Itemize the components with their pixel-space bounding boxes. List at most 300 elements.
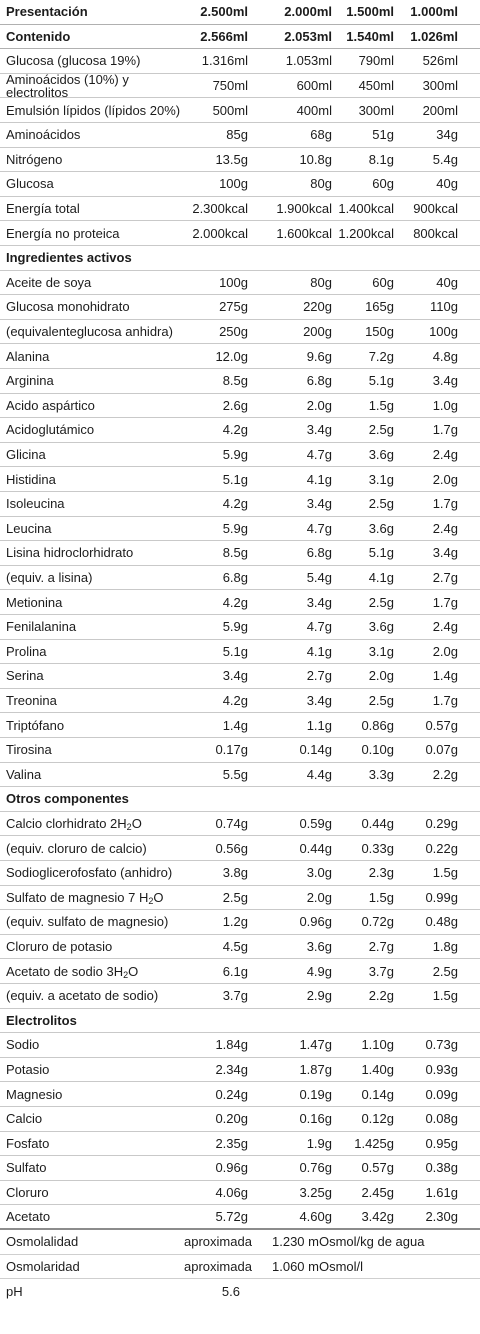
value-2: 0.96g: [299, 914, 332, 930]
section-title: Electrolitos: [6, 1012, 77, 1028]
ph-value: 5.6: [221, 1283, 240, 1299]
value-3: 1.425g: [354, 1135, 394, 1151]
ingredient-row: [0, 369, 480, 394]
value-4: 1.7g: [432, 496, 458, 512]
value-1: 5.9g: [222, 520, 248, 536]
value-1: 8.5g: [222, 545, 248, 561]
value-4: 2.2g: [432, 766, 458, 782]
value-4: 1.026ml: [410, 28, 458, 44]
value-3: 3.7g: [368, 963, 394, 979]
value-3: 60g: [372, 274, 394, 290]
value-2: 2.0g: [306, 397, 332, 413]
value-2: 4.1g: [306, 643, 332, 659]
value-1: 5.1g: [222, 471, 248, 487]
value-1: 0.20g: [215, 1111, 248, 1127]
row-label: Acido aspártico: [6, 397, 95, 413]
value-1: 0.56g: [215, 840, 248, 856]
value-4: 40g: [436, 176, 458, 192]
ingredient-row: [0, 664, 480, 689]
value-1: 1.316ml: [201, 53, 248, 69]
value-2: 6.8g: [306, 373, 332, 389]
value-4: 1.7g: [432, 422, 458, 438]
value-1: 0.24g: [215, 1086, 248, 1102]
section-title: Ingredientes activos: [6, 250, 132, 266]
header-row: [0, 25, 480, 50]
row-label: Sodio: [6, 1037, 40, 1053]
value-3: 0.12g: [361, 1111, 394, 1127]
value-1: 3.4g: [222, 668, 248, 684]
value-4: 2.4g: [432, 619, 458, 635]
value-4: 1.000ml: [410, 4, 458, 20]
value-2: 2.0g: [306, 889, 332, 905]
value-3: 165g: [365, 299, 394, 315]
row-label: Prolina: [6, 643, 47, 659]
value-2: 0.19g: [299, 1086, 332, 1102]
value-1: 85g: [226, 127, 248, 143]
value-4: 2.0g: [432, 643, 458, 659]
electrolyte-row: [0, 1205, 480, 1230]
value-4: 34g: [436, 127, 458, 143]
value-2: 1.9g: [306, 1135, 332, 1151]
value-2: 3.4g: [306, 422, 332, 438]
other-component-row: [0, 935, 480, 960]
value-4: 0.22g: [425, 840, 458, 856]
value-2: 2.000ml: [284, 4, 332, 20]
row-label: Acidoglutámico: [6, 422, 95, 438]
value-1: 2.300kcal: [192, 201, 248, 217]
value-3: 0.33g: [361, 840, 394, 856]
value-2: 3.6g: [306, 939, 332, 955]
value-3: 2.7g: [368, 939, 394, 955]
ingredient-row: [0, 492, 480, 517]
label-tail: O: [153, 889, 164, 905]
value-2: 1.600kcal: [276, 225, 332, 241]
value-1: 1.84g: [215, 1037, 248, 1053]
row-label: Aminoácidos (10%) y electrolitos: [6, 71, 129, 100]
value-1: 4.2g: [222, 422, 248, 438]
value-4: 0.07g: [425, 742, 458, 758]
value-2: 3.4g: [306, 594, 332, 610]
row-label: Isoleucina: [6, 496, 65, 512]
value-4: 800kcal: [413, 225, 458, 241]
row-label: Tirosina: [6, 742, 52, 758]
value-1: 5.9g: [222, 447, 248, 463]
row-label: Cloruro de potasio: [6, 939, 113, 955]
other-component-row: [0, 959, 480, 984]
other-component-row: [0, 861, 480, 886]
value-3: 2.3g: [368, 865, 394, 881]
value-3: 1.540ml: [346, 28, 394, 44]
value-1: 275g: [219, 299, 248, 315]
value-4: 110g: [430, 299, 458, 315]
value-3: 1.40g: [361, 1062, 394, 1078]
value-2: 400ml: [296, 102, 332, 118]
other-component-row: [0, 984, 480, 1009]
label-text: Acetato de sodio 3H: [6, 963, 124, 979]
row-label: Potasio: [6, 1062, 50, 1078]
value-1: 5.9g: [222, 619, 248, 635]
value-4: 0.57g: [425, 717, 458, 733]
label-text: Sulfato de magnesio 7 H: [6, 889, 149, 905]
value-3: 2.5g: [368, 594, 394, 610]
row-label: Triptófano: [6, 717, 65, 733]
value-4: 1.7g: [432, 693, 458, 709]
row-label: (equiv. sulfato de magnesio): [6, 914, 169, 930]
label-subscript: 2: [148, 895, 154, 906]
value-1: 2.500ml: [200, 4, 248, 20]
value-1: 2.5g: [222, 889, 248, 905]
value-3: 150g: [365, 324, 394, 340]
value-2: 600ml: [296, 78, 332, 94]
ingredient-row: [0, 320, 480, 345]
ingredient-row: [0, 640, 480, 665]
ingredient-row: [0, 590, 480, 615]
value-4: 4.8g: [432, 348, 458, 364]
value-3: 1.5g: [368, 397, 394, 413]
row-label: Contenido: [6, 28, 71, 44]
value-2: 80g: [310, 274, 332, 290]
ingredient-row: [0, 615, 480, 640]
value-3: 2.5g: [368, 422, 394, 438]
value-3: 790ml: [358, 53, 394, 69]
value-3: 3.6g: [368, 619, 394, 635]
property-qualifier: aproximada: [184, 1234, 252, 1250]
property-value: 1.060 mOsmol/l: [272, 1258, 364, 1274]
value-4: 1.4g: [432, 668, 458, 684]
value-4: 0.48g: [425, 914, 458, 930]
ingredient-row: [0, 295, 480, 320]
value-4: 0.09g: [425, 1086, 458, 1102]
ingredient-row: [0, 763, 480, 788]
label-text: Calcio clorhidrato 2H: [6, 816, 127, 832]
composition-row: [0, 172, 480, 197]
value-4: 3.4g: [432, 545, 458, 561]
header-row: [0, 0, 480, 25]
value-2: 4.7g: [306, 619, 332, 635]
value-2: 1.47g: [299, 1037, 332, 1053]
row-label: (equiv. a lisina): [6, 570, 93, 586]
row-label: Calcio: [6, 1111, 43, 1127]
value-1: 4.2g: [222, 693, 248, 709]
ingredient-row: [0, 541, 480, 566]
value-4: 100g: [429, 324, 458, 340]
row-label: (equiv. a acetato de sodio): [6, 988, 159, 1004]
other-component-row: [0, 886, 480, 911]
electrolyte-row: [0, 1181, 480, 1206]
value-4: 2.4g: [432, 520, 458, 536]
row-label: Cloruro: [6, 1185, 49, 1201]
value-1: 5.1g: [222, 643, 248, 659]
row-label: Fosfato: [6, 1135, 50, 1151]
row-label: Fenilalanina: [6, 619, 77, 635]
label-subscript: 2: [123, 969, 129, 980]
value-4: 2.0g: [432, 471, 458, 487]
row-label: Glucosa: [6, 176, 54, 192]
value-4: 300ml: [422, 78, 458, 94]
value-1: 4.2g: [222, 594, 248, 610]
value-1: 5.72g: [215, 1209, 248, 1225]
section-title: Otros componentes: [6, 791, 129, 807]
value-2: 2.9g: [306, 988, 332, 1004]
value-2: 9.6g: [306, 348, 332, 364]
row-label: Histidina: [6, 471, 56, 487]
other-component-row: [0, 836, 480, 861]
property-qualifier: aproximada: [184, 1258, 252, 1274]
label-group: [6, 964, 138, 979]
row-label: Treonina: [6, 693, 57, 709]
value-2: 1.1g: [306, 717, 332, 733]
value-4: 2.5g: [432, 963, 458, 979]
row-label: Sodioglicerofosfato (anhidro): [6, 865, 173, 881]
row-label: Arginina: [6, 373, 54, 389]
composition-row: [0, 49, 480, 74]
ingredient-row: [0, 344, 480, 369]
value-1: 1.2g: [222, 914, 248, 930]
ingredient-row: [0, 713, 480, 738]
label-tail: O: [131, 816, 142, 832]
row-label: Metionina: [6, 594, 63, 610]
property-value: 1.230 mOsmol/kg de agua: [272, 1234, 425, 1250]
value-3: 60g: [372, 176, 394, 192]
value-1: 750ml: [212, 78, 248, 94]
value-1: 0.17g: [215, 742, 248, 758]
value-1: 13.5g: [215, 151, 248, 167]
row-label: Valina: [6, 766, 42, 782]
value-2: 3.4g: [306, 693, 332, 709]
value-2: 4.4g: [306, 766, 332, 782]
value-2: 1.053ml: [285, 53, 332, 69]
value-4: 1.8g: [432, 939, 458, 955]
label-subscript: 2: [126, 822, 132, 833]
row-label: Aceite de soya: [6, 274, 92, 290]
value-2: 3.25g: [299, 1185, 332, 1201]
row-label: Leucina: [6, 520, 52, 536]
value-3: 0.10g: [361, 742, 394, 758]
property-label: Osmolalidad: [6, 1234, 79, 1250]
composition-row: [0, 148, 480, 173]
value-3: 4.1g: [368, 570, 394, 586]
value-1: 500ml: [212, 102, 248, 118]
value-2: 220g: [303, 299, 332, 315]
value-1: 8.5g: [222, 373, 248, 389]
composition-row: [0, 98, 480, 123]
electrolyte-row: [0, 1082, 480, 1107]
value-4: 1.5g: [432, 865, 458, 881]
row-label: [6, 886, 164, 910]
value-2: 0.59g: [299, 816, 332, 832]
value-4: 0.38g: [425, 1160, 458, 1176]
row-label: Alanina: [6, 348, 50, 364]
value-4: 2.30g: [425, 1209, 458, 1225]
value-1: 6.1g: [222, 963, 248, 979]
row-label: [6, 812, 142, 836]
value-4: 5.4g: [432, 151, 458, 167]
value-3: 0.72g: [361, 914, 394, 930]
value-1: 0.96g: [215, 1160, 248, 1176]
value-3: 2.5g: [368, 496, 394, 512]
property-row: [0, 1230, 480, 1255]
value-1: 4.06g: [215, 1185, 248, 1201]
value-3: 300ml: [358, 102, 394, 118]
label-group: [6, 890, 164, 905]
value-1: 250g: [219, 324, 248, 340]
composition-row: [0, 197, 480, 222]
value-3: 7.2g: [368, 348, 394, 364]
composition-row: [0, 221, 480, 246]
value-4: 526ml: [422, 53, 458, 69]
value-3: 450ml: [358, 78, 394, 94]
value-2: 68g: [310, 127, 332, 143]
row-label: Emulsión lípidos (lípidos 20%): [6, 102, 181, 118]
ingredient-row: [0, 689, 480, 714]
value-4: 1.0g: [432, 397, 458, 413]
value-4: 0.95g: [425, 1135, 458, 1151]
row-label: Glucosa (glucosa 19%): [6, 53, 141, 69]
row-label: Nitrógeno: [6, 151, 63, 167]
section-ingredientes: [0, 246, 480, 271]
value-1: 100g: [219, 274, 248, 290]
value-3: 3.6g: [368, 447, 394, 463]
row-label: Serina: [6, 668, 44, 684]
value-3: 2.2g: [368, 988, 394, 1004]
value-4: 900kcal: [413, 201, 458, 217]
value-2: 0.16g: [299, 1111, 332, 1127]
value-4: 200ml: [422, 102, 458, 118]
value-1: 12.0g: [215, 348, 248, 364]
composition-row: [0, 71, 480, 100]
value-2: 0.14g: [299, 742, 332, 758]
value-4: 0.99g: [425, 889, 458, 905]
value-1: 2.566ml: [200, 28, 248, 44]
value-1: 5.5g: [222, 766, 248, 782]
value-4: 0.08g: [425, 1111, 458, 1127]
value-3: 2.45g: [361, 1185, 394, 1201]
value-2: 3.4g: [306, 496, 332, 512]
ingredient-row: [0, 738, 480, 763]
value-1: 2.34g: [215, 1062, 248, 1078]
value-1: 100g: [219, 176, 248, 192]
section-otros: [0, 787, 480, 812]
value-4: 1.61g: [425, 1185, 458, 1201]
value-2: 5.4g: [306, 570, 332, 586]
value-2: 1.87g: [299, 1062, 332, 1078]
row-label: Sulfato: [6, 1160, 47, 1176]
property-label: Osmolaridad: [6, 1258, 80, 1274]
value-3: 1.400kcal: [338, 201, 394, 217]
ingredient-row: [0, 394, 480, 419]
row-label: Glicina: [6, 447, 46, 463]
value-1: 1.4g: [222, 717, 248, 733]
row-label: Glucosa monohidrato: [6, 299, 130, 315]
value-1: 2.6g: [222, 397, 248, 413]
row-label: Acetato: [6, 1209, 51, 1225]
ph-row: [0, 1279, 480, 1304]
other-component-row: [0, 910, 480, 935]
value-3: 3.3g: [368, 766, 394, 782]
value-4: 1.7g: [432, 594, 458, 610]
value-4: 2.7g: [432, 570, 458, 586]
value-3: 2.0g: [368, 668, 394, 684]
label-tail: O: [128, 963, 139, 979]
value-4: 3.4g: [432, 373, 458, 389]
value-3: 3.42g: [361, 1209, 394, 1225]
value-3: 3.1g: [368, 471, 394, 487]
value-1: 0.74g: [215, 816, 248, 832]
value-3: 2.5g: [368, 693, 394, 709]
value-2: 0.76g: [299, 1160, 332, 1176]
row-label: Energía total: [6, 201, 80, 217]
value-1: 2.000kcal: [192, 225, 248, 241]
value-1: 4.5g: [222, 939, 248, 955]
value-3: 0.14g: [361, 1086, 394, 1102]
value-2: 2.7g: [306, 668, 332, 684]
value-4: 1.5g: [432, 988, 458, 1004]
value-2: 3.0g: [306, 865, 332, 881]
value-3: 1.10g: [361, 1037, 394, 1053]
value-2: 10.8g: [299, 151, 332, 167]
row-label: [6, 959, 138, 983]
value-2: 1.900kcal: [276, 201, 332, 217]
electrolyte-row: [0, 1156, 480, 1181]
value-1: 3.7g: [222, 988, 248, 1004]
property-row: [0, 1255, 480, 1280]
row-label: Presentación: [6, 4, 88, 20]
ingredient-row: [0, 467, 480, 492]
value-3: 5.1g: [368, 545, 394, 561]
value-1: 6.8g: [222, 570, 248, 586]
ph-label: pH: [6, 1283, 23, 1299]
value-3: 0.86g: [361, 717, 394, 733]
ingredient-row: [0, 271, 480, 296]
row-label: (equivalenteglucosa anhidra): [6, 324, 173, 340]
value-3: 3.6g: [368, 520, 394, 536]
row-label: Energía no proteica: [6, 225, 120, 241]
value-2: 0.44g: [299, 840, 332, 856]
value-2: 4.1g: [306, 471, 332, 487]
label-group: [6, 816, 142, 831]
electrolyte-row: [0, 1132, 480, 1157]
other-component-row: [0, 812, 480, 837]
value-3: 51g: [372, 127, 394, 143]
value-2: 200g: [303, 324, 332, 340]
value-3: 0.44g: [361, 816, 394, 832]
value-3: 1.200kcal: [338, 225, 394, 241]
row-label: Magnesio: [6, 1086, 63, 1102]
value-4: 2.4g: [432, 447, 458, 463]
electrolyte-row: [0, 1107, 480, 1132]
composition-row: [0, 123, 480, 148]
section-electrolitos: [0, 1009, 480, 1034]
value-2: 2.053ml: [284, 28, 332, 44]
electrolyte-row: [0, 1058, 480, 1083]
value-2: 4.60g: [299, 1209, 332, 1225]
value-2: 4.9g: [306, 963, 332, 979]
value-2: 4.7g: [306, 520, 332, 536]
value-4: 40g: [436, 274, 458, 290]
value-3: 5.1g: [368, 373, 394, 389]
value-3: 8.1g: [368, 151, 394, 167]
ingredient-row: [0, 566, 480, 591]
value-4: 0.73g: [425, 1037, 458, 1053]
value-1: 3.8g: [222, 865, 248, 881]
value-3: 1.500ml: [346, 4, 394, 20]
value-1: 2.35g: [215, 1135, 248, 1151]
value-3: 0.57g: [361, 1160, 394, 1176]
value-3: 1.5g: [368, 889, 394, 905]
ingredient-row: [0, 517, 480, 542]
row-label: (equiv. cloruro de calcio): [6, 840, 147, 856]
value-3: 3.1g: [368, 643, 394, 659]
